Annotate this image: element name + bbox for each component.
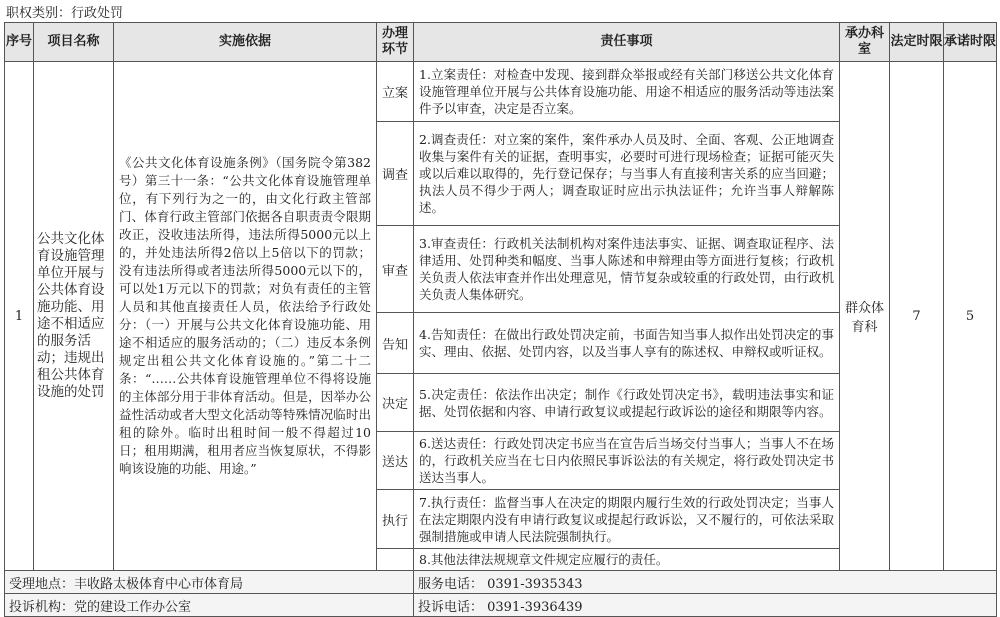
row-seq: 1 bbox=[5, 62, 34, 571]
duty-execution: 7.执行责任：监督当事人在决定的期限内履行生效的行政处罚决定；当事人在法定期限内没有申请行政复议或提起行政诉讼，又不履行的，可依法采取强制措施或申请人民法院强制执行。 bbox=[414, 490, 840, 549]
header-stage: 办理环节 bbox=[377, 23, 414, 62]
undertaking-dept: 群众体育科 bbox=[840, 62, 890, 571]
header-duty: 责任事项 bbox=[414, 23, 840, 62]
footer-row-accept bbox=[5, 571, 997, 594]
duty-review: 3.审查责任：行政机关法制机构对案件违法事实、证据、调查取证程序、法律适用、处罚种类和幅度、当事人陈述和申辩理由等方面进行复核；行政机关负责人依法审查并作出处理意见，情节复杂或较重的行政处罚，由行政机关负责人集体研究。 bbox=[414, 226, 840, 313]
stage-review: 审查 bbox=[377, 226, 414, 313]
duty-filing: 1.立案责任：对检查中发现、接到群众举报或经有关部门移送公共文化体育设施管理单位开展与公共体育设施功能、用途不相适应的服务活动等违法案件予以审查，决定是否立案。 bbox=[414, 62, 840, 122]
header-promise-limit: 承诺时限 bbox=[944, 23, 997, 62]
legal-basis: 《公共文化体育设施条例》（国务院令第382号）第三十一条：“公共文化体育设施管理单位，有下列行为之一的，由文化行政主管部门、体育行政主管部门依据各自职责责令限期改正，没收违法所得，违法所得5000元以上的，并处违法所得2倍以上5倍以下的罚款；没有违法所得或者违法所得5000元以下的，可以处1万元以下的罚款；对负有责任的主管人员和其他直接责任人员，依法给予行政处分：（一）开展与公共文化体育设施功能、用途不相适应的服务活动的；（二）违反本条例规定出租公共文化体育设施的。”第二十二条：“……公共体育设施管理单位不得将设施的主体部分用于非体育活动。但是，因举办公益性活动或者大型文化活动等特殊情况临时出租的除外。临时出租时间一般不得超过10日；租用期满，租用者应当恢复原状，不得影响该设施的功能、用途。” bbox=[114, 62, 377, 571]
project-name: 公共文化体育设施管理单位开展与公共体育设施功能、用途不相适应的服务活动；违规出租公共体育设施的处罚 bbox=[34, 62, 114, 571]
stage-notify: 告知 bbox=[377, 313, 414, 374]
header-name: 项目名称 bbox=[34, 23, 114, 62]
legal-time-limit: 7 bbox=[890, 62, 944, 571]
header-seq: 序号 bbox=[5, 23, 34, 62]
header-legal-limit: 法定时限 bbox=[890, 23, 944, 62]
stage-investigation: 调查 bbox=[377, 122, 414, 226]
service-phone: 服务电话： 0391-3935343 bbox=[414, 571, 997, 594]
table-row bbox=[5, 62, 997, 122]
header-basis: 实施依据 bbox=[114, 23, 377, 62]
complaint-phone: 投诉电话： 0391-3936439 bbox=[414, 594, 997, 617]
header-row bbox=[5, 23, 997, 62]
responsibility-table bbox=[4, 22, 997, 617]
duty-other: 8.其他法律法规规章文件规定应履行的责任。 bbox=[414, 549, 840, 571]
duty-delivery: 6.送达责任：行政处罚决定书应当在宣告后当场交付当事人；当事人不在场的，行政机关应当在七日内依照民事诉讼法的有关规定，将行政处罚决定书送达当事人。 bbox=[414, 432, 840, 490]
stage-other bbox=[377, 549, 414, 571]
promise-time-limit: 5 bbox=[944, 62, 997, 571]
complaint-org: 投诉机构：党的建设工作办公室 bbox=[5, 594, 414, 617]
category-line: 职权类别：行政处罚 bbox=[6, 6, 124, 21]
stage-delivery: 送达 bbox=[377, 432, 414, 490]
accept-place: 受理地点：丰收路太极体育中心市体育局 bbox=[5, 571, 414, 594]
header-dept: 承办科室 bbox=[840, 23, 890, 62]
stage-decision: 决定 bbox=[377, 374, 414, 432]
duty-notify: 4.告知责任：在做出行政处罚决定前，书面告知当事人拟作出处罚决定的事实、理由、依据、处罚内容，以及当事人享有的陈述权、申辩权或听证权。 bbox=[414, 313, 840, 374]
stage-filing: 立案 bbox=[377, 62, 414, 122]
duty-investigation: 2.调查责任：对立案的案件，案件承办人员及时、全面、客观、公正地调查收集与案件有关的证据，查明事实，必要时可进行现场检查；证据可能灭失或以后难以取得的，先行登记保存；与当事人有直接利害关系的应当回避；执法人员不得少于两人；调查取证时应出示执法证件；允许当事人辩解陈述。 bbox=[414, 122, 840, 226]
stage-execution: 执行 bbox=[377, 490, 414, 549]
duty-decision: 5.决定责任：依法作出决定；制作《行政处罚决定书》，载明违法事实和证据、处罚依据和内容、申请行政复议或提起行政诉讼的途径和期限等内容。 bbox=[414, 374, 840, 432]
footer-row-complaint bbox=[5, 594, 997, 617]
